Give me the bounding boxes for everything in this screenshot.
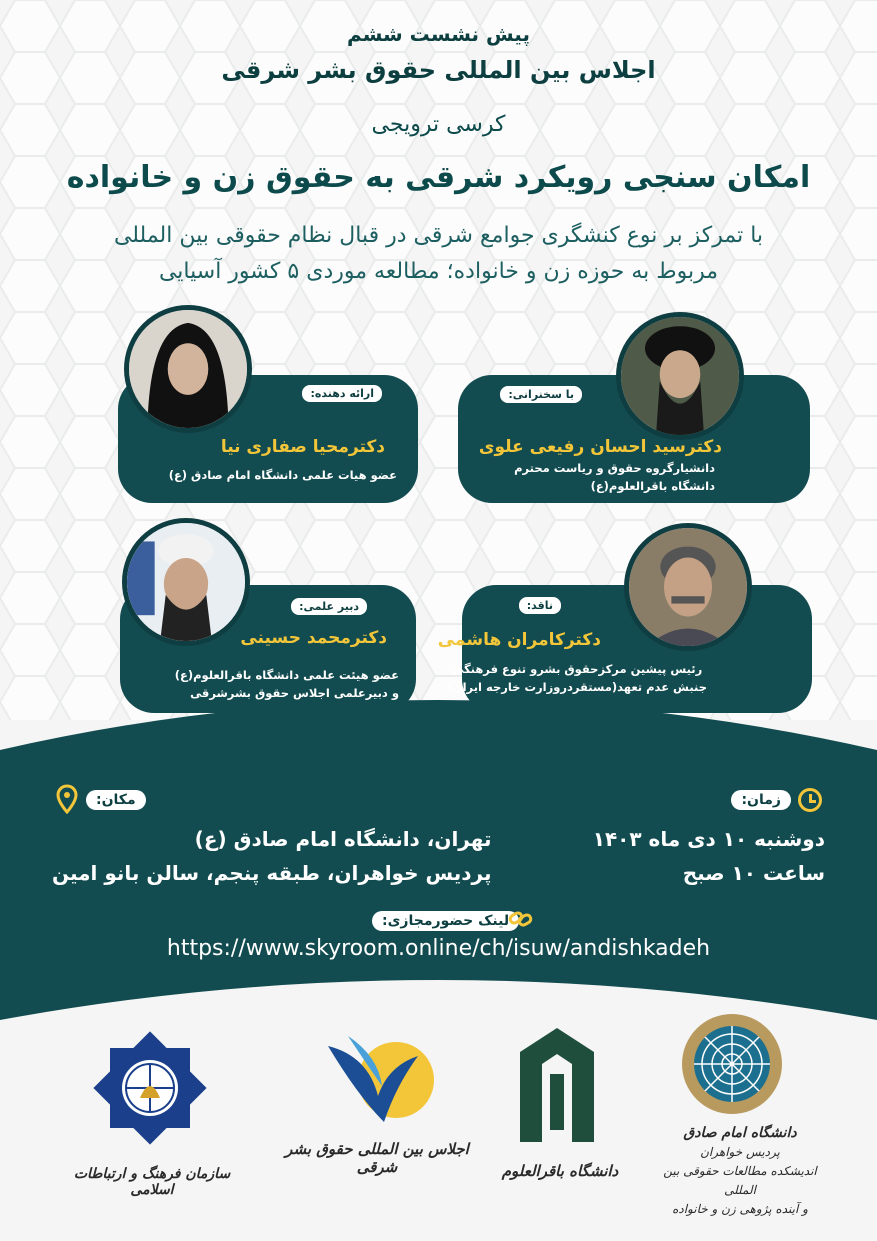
imam-sadiq-text: دانشگاه امام صادق پردیس خواهران اندیشکده مطالعات حقوقی بین المللی و آینده پژوهی زن و خانواده <box>663 1125 817 1216</box>
speaker-desc-3: رئیس پیشین مرکزحقوق بشرو تنوع فرهنگی جنبش عدم تعهد(مستقردروزارت خارجه ایران) <box>447 662 707 694</box>
pre-session-title: پیش نشست ششم <box>347 22 530 46</box>
speaker-photo-4 <box>122 518 250 646</box>
summit-logo <box>318 1026 438 1136</box>
location-pin-icon <box>56 784 78 814</box>
place-line-2: پردیس خواهران، طبقه پنجم، سالن بانو امین <box>52 861 492 885</box>
time-label: زمان: <box>731 790 791 810</box>
online-link[interactable]: https://www.skyroom.online/ch/isuw/andishkadeh <box>166 936 711 961</box>
icro-text: سازمان فرهنگ و ارتباطات اسلامی <box>73 1166 231 1198</box>
summit-title: اجلاس بین المللی حقوق بشر شرقی <box>221 56 656 84</box>
link-label: لینک حضورمجازی: <box>372 911 519 931</box>
speaker-role-4: دبیر علمی: <box>291 598 367 615</box>
baqir-uloom-text: دانشگاه باقرالعلوم <box>501 1162 619 1180</box>
baqir-uloom-logo <box>512 1024 602 1146</box>
subtitle <box>0 218 877 290</box>
speaker-name-2: دکترمحیا صفاری نیا <box>220 437 385 457</box>
event-date: دوشنبه ۱۰ دی ماه ۱۴۰۳ <box>592 827 825 851</box>
speaker-name-4: دکترمحمد حسینی <box>240 628 387 648</box>
main-title: امکان سنجی رویکرد شرقی به حقوق زن و خانواده <box>66 160 811 195</box>
speaker-desc-1: دانشیارگروه حقوق و ریاست محترم دانشگاه باقرالعلوم(ع) <box>514 461 715 493</box>
place-label: مکان: <box>86 790 146 810</box>
speaker-photo-1 <box>616 312 744 440</box>
subtitle-line-1: با تمرکز بر نوع کنشگری جوامع شرقی در قبال نظام حقوقی بین المللی <box>113 223 764 248</box>
icro-logo <box>90 1028 210 1148</box>
place-line-1: تهران، دانشگاه امام صادق (ع) <box>194 827 492 851</box>
event-hour: ساعت ۱۰ صبح <box>682 861 825 885</box>
speaker-name-3: دکترکامران هاشمی <box>437 630 601 650</box>
clock-icon <box>798 788 822 812</box>
subtitle-line-2: مربوط به حوزه زن و خانواده؛ مطالعه موردی ۵ کشور آسیایی <box>158 259 719 284</box>
speaker-desc-2: عضو هیات علمی دانشگاه امام صادق (ع) <box>168 468 397 482</box>
speaker-role-3: ناقد: <box>519 597 561 614</box>
link-icon <box>508 910 534 928</box>
speaker-role-1: با سخنرانی: <box>500 386 582 403</box>
time-info <box>593 822 825 890</box>
speaker-desc-4: عضو هیئت علمی دانشگاه باقرالعلوم(ع) و دبیرعلمی اجلاس حقوق بشرشرقی <box>174 668 399 700</box>
speaker-photo-2 <box>124 305 252 433</box>
summit-text: اجلاس بین المللی حقوق بشر شرقی <box>285 1140 469 1176</box>
imam-sadiq-logo <box>680 1012 784 1116</box>
speaker-name-1: دکترسید احسان رفیعی علوی <box>478 437 722 457</box>
chair-type: کرسی ترویجی <box>371 112 506 137</box>
speaker-photo-3 <box>624 523 752 651</box>
speaker-role-2: ارائه دهنده: <box>302 385 382 402</box>
place-info <box>52 822 491 890</box>
